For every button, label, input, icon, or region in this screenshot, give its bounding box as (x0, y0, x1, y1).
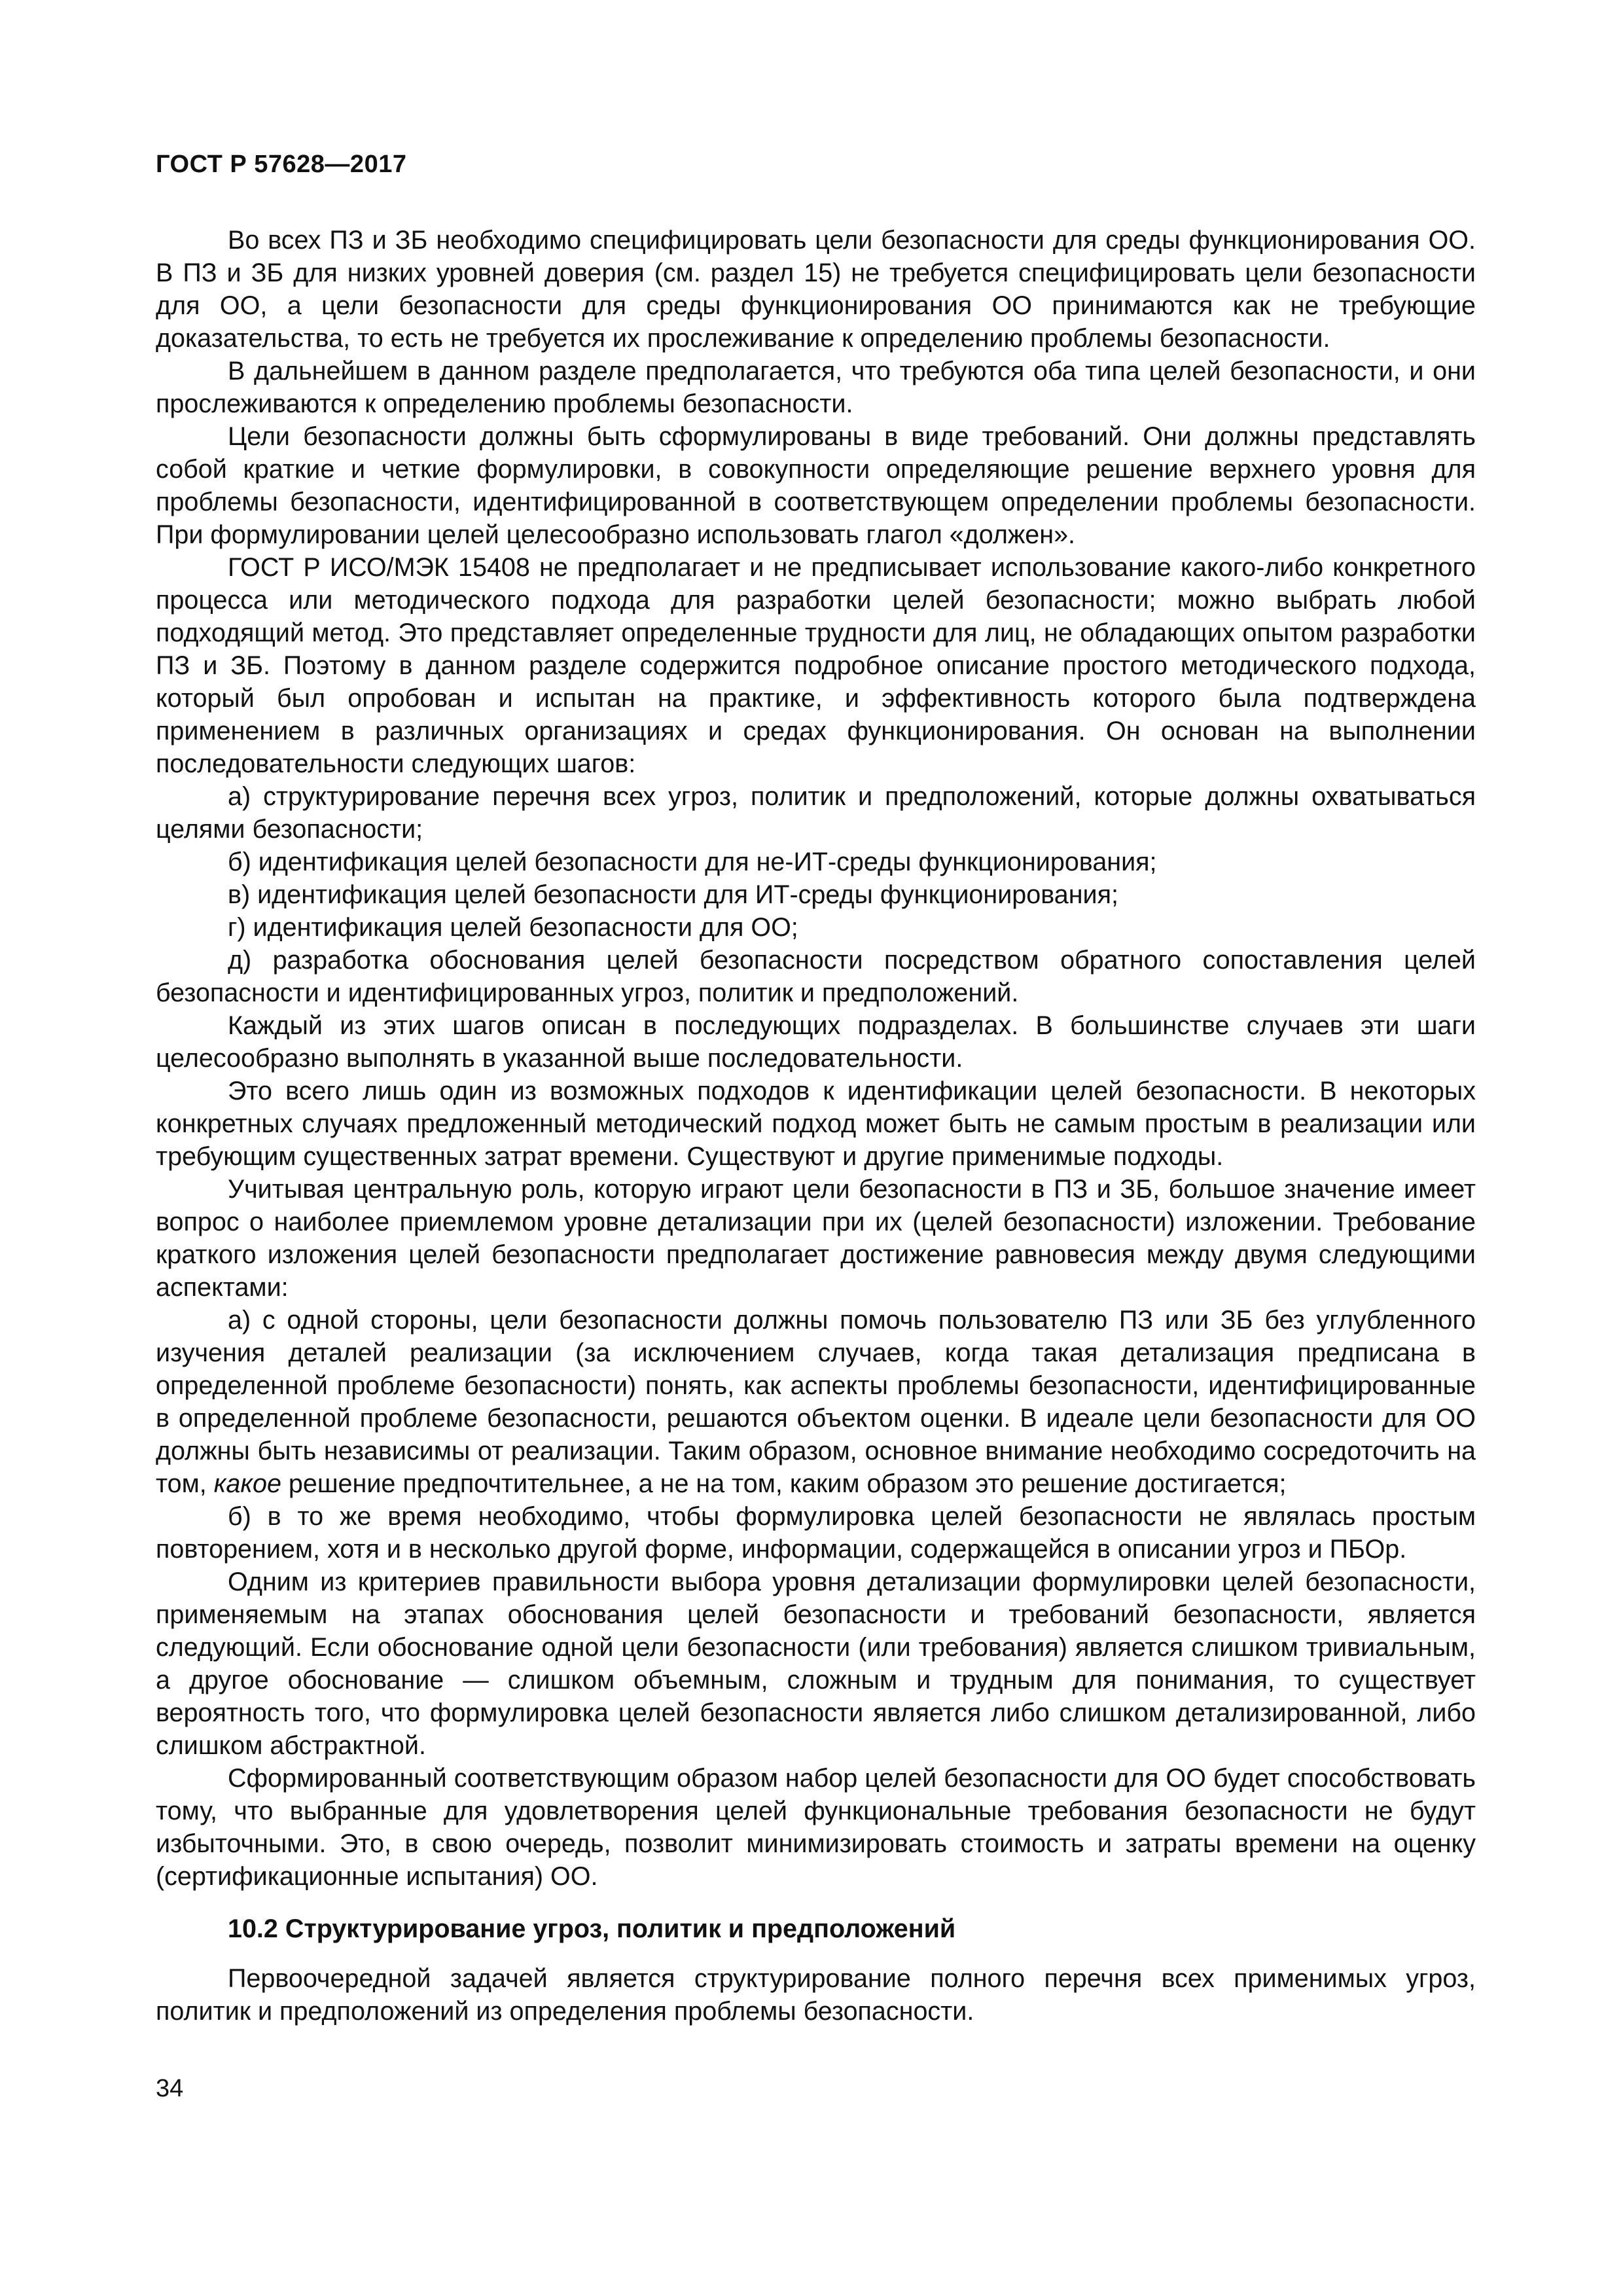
paragraph: Во всех ПЗ и ЗБ необходимо специфицировать цели безопасности для среды функционирования ОО. В ПЗ и ЗБ для низких уровней доверия (см. раздел 15) не требуется специфицировать цели безопасности для ОО, а цели безопасности для среды функционирования ОО принимаются как не требующие доказательства, то есть не требуется их прослеживание к определению проблемы безопасности. (156, 226, 1476, 353)
paragraph: ГОСТ Р ИСО/МЭК 15408 не предполагает и не предписывает использование какого-либо конкретного процесса или методического подхода для разработки целей безопасности; можно выбрать любой подходящий метод. Это представляет определенные трудности для лиц, не обладающих опытом разработки ПЗ и ЗБ. Поэтому в данном разделе содержится подробное описание простого методического подхода, который был опробован и испытан на практике, и эффективность которого была подтверждена применением в различных организациях и средах функционирования. Он основан на выполнении последовательности следующих шагов: (156, 553, 1476, 778)
paragraph: Учитывая центральную роль, которую играют цели безопасности в ПЗ и ЗБ, большое значение имеет вопрос о наиболее приемлемом уровне детализации при их (целей безопасности) изложении. Требование краткого изложения целей безопасности предполагает достижение равновесия между двумя следующими аспектами: (156, 1175, 1476, 1302)
list-item: д) разработка обоснования целей безопасности посредством обратного сопоставления целей безопасности и идентифицированных угроз, политик и предположений. (156, 946, 1476, 1007)
paragraph: Сформированный соответствующим образом набор целей безопасности для ОО будет способствовать тому, что выбранные для удовлетворения целей функциональные требования безопасности не будут избыточными. Это, в свою очередь, позволит минимизировать стоимость и затраты времени на оценку (сертификационные испытания) ОО. (156, 1764, 1476, 1891)
section-heading: 10.2 Структурирование угроз, политик и предположений (228, 1914, 956, 1943)
list-item: в) идентификация целей безопасности для ИТ-среды функционирования; (228, 880, 1118, 909)
paragraph: Одним из критериев правильности выбора уровня детализации формулировки целей безопасности, применяемым на этапах обоснования целей безопасности и требований безопасности, является следующий. Если обоснование одной цели безопасности (или требования) является слишком тривиальным, а другое обоснование — слишком объемным, сложным и трудным для понимания, то существует вероятность того, что формулировка целей безопасности является либо слишком детализированной, либо слишком абстрактной. (156, 1568, 1476, 1760)
paragraph: Первоочередной задачей является структурирование полного перечня всех применимых угроз, политик и предположений из определения проблемы безопасности. (156, 1964, 1476, 2026)
text-run: а) с одной стороны, цели безопасности должны помочь пользователю ПЗ или ЗБ без углубленного изучения деталей реализации (за исключением случаев, когда такая детализация предписана в определенной проблеме безопасности) понять, как аспекты проблемы безопасности, идентифицированные в определенной проблеме безопасности, решаются объектом оценки. В идеале цели безопасности для ОО должны быть независимы от реализации. Таким образом, основное внимание необходимо сосредоточить на том, (156, 1306, 1476, 1498)
paragraph: Каждый из этих шагов описан в последующих подразделах. В большинстве случаев эти шаги целесообразно выполнять в указанной выше последовательности. (156, 1011, 1476, 1073)
text-run: решение предпочтительнее, а не на том, каким образом это решение достигается; (281, 1469, 1287, 1498)
list-item: а) структурирование перечня всех угроз, политик и предположений, которые должны охватываться целями безопасности; (156, 782, 1476, 844)
paragraph: В дальнейшем в данном разделе предполагается, что требуются оба типа целей безопасности, и они прослеживаются к определению проблемы безопасности. (156, 357, 1476, 418)
document-header: ГОСТ Р 57628—2017 (156, 151, 407, 178)
list-item: б) в то же время необходимо, чтобы формулировка целей безопасности не являлась простым повторением, хотя и в несколько другой форме, информации, содержащейся в описании угроз и ПБОр. (156, 1502, 1476, 1564)
list-item: г) идентификация целей безопасности для ОО; (228, 913, 798, 942)
paragraph: Это всего лишь один из возможных подходов к идентификации целей безопасности. В некоторых конкретных случаях предложенный методический подход может быть не самым простым в реализации или требующим существенных затрат времени. Существуют и другие применимые подходы. (156, 1077, 1476, 1171)
italic-word: какое (213, 1469, 281, 1498)
list-item (156, 1304, 1476, 1500)
body-text (156, 224, 1476, 2028)
page-number: 34 (156, 2075, 184, 2102)
list-item: б) идентификация целей безопасности для не-ИТ-среды функционирования; (228, 848, 1157, 876)
paragraph: Цели безопасности должны быть сформулированы в виде требований. Они должны представлять собой краткие и четкие формулировки, в совокупности определяющие решение верхнего уровня для проблемы безопасности, идентифицированной в соответствующем определении проблемы безопасности. При формулировании целей целесообразно использовать глагол «должен». (156, 422, 1476, 549)
